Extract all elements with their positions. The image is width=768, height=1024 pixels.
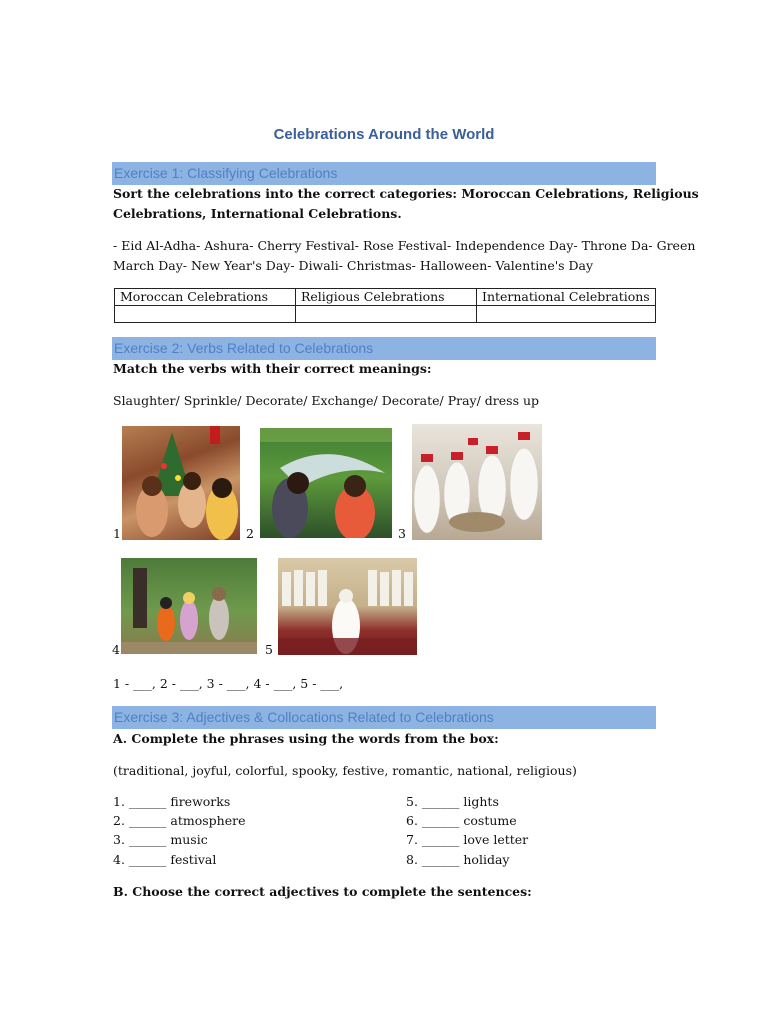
photo-label-5: 5 (265, 642, 273, 657)
column-international: International Celebrations (477, 289, 656, 306)
celebration-list-line-2: March Day- New Year's Day- Diwali- Christmas- Halloween- Valentine's Day (113, 258, 594, 273)
column-moroccan: Moroccan Celebrations (115, 289, 296, 306)
answer-cell-religious[interactable] (296, 306, 477, 323)
phrase-item-3[interactable]: 3. ______ music (113, 832, 208, 847)
exercise-1-header: Exercise 1: Classifying Celebrations (112, 162, 656, 185)
photo-water-splash (260, 428, 392, 538)
photo-label-2: 2 (246, 526, 254, 541)
answer-cell-moroccan[interactable] (115, 306, 296, 323)
page-title: Celebrations Around the World (273, 126, 495, 143)
table-header-row (115, 289, 656, 306)
photo-label-3: 3 (398, 526, 406, 541)
photo-halloween-costumes (121, 558, 257, 654)
phrase-item-6[interactable]: 6. ______ costume (406, 813, 517, 828)
exercise-1-instruction-line-1: Sort the celebrations into the correct categories: Moroccan Celebrations, Religious (113, 186, 699, 201)
verb-list: Slaughter/ Sprinkle/ Decorate/ Exchange/ Decorate/ Pray/ dress up (113, 393, 540, 408)
categories-table (114, 288, 656, 323)
phrase-item-2[interactable]: 2. ______ atmosphere (113, 813, 246, 828)
exercise-3-part-b: B. Choose the correct adjectives to complete the sentences: (113, 884, 532, 899)
exercise-3-header: Exercise 3: Adjectives & Collocations Related to Celebrations (112, 706, 656, 729)
word-box: (traditional, joyful, colorful, spooky, festive, romantic, national, religious) (113, 763, 577, 778)
phrase-item-8[interactable]: 8. ______ holiday (406, 852, 510, 867)
photo-family-christmas (122, 426, 240, 540)
table-row (115, 306, 656, 323)
phrase-item-7[interactable]: 7. ______ love letter (406, 832, 529, 847)
column-religious: Religious Celebrations (296, 289, 477, 306)
photo-label-1: 1 (113, 526, 121, 541)
photo-prayer (278, 558, 417, 655)
exercise-2-header: Exercise 2: Verbs Related to Celebrations (112, 337, 656, 360)
photo-sacrifice-ritual (412, 424, 542, 540)
photo-label-4: 4 (112, 642, 120, 657)
celebration-list-line-1: - Eid Al-Adha- Ashura- Cherry Festival- Rose Festival- Independence Day- Throne Da- Green (113, 238, 696, 253)
phrase-item-5[interactable]: 5. ______ lights (406, 794, 499, 809)
answer-cell-international[interactable] (477, 306, 656, 323)
exercise-2-instruction: Match the verbs with their correct meanings: (113, 361, 432, 376)
exercise-1-instruction-line-2: Celebrations, International Celebrations. (113, 206, 402, 221)
phrase-item-1[interactable]: 1. ______ fireworks (113, 794, 231, 809)
phrase-item-4[interactable]: 4. ______ festival (113, 852, 217, 867)
exercise-3-part-a: A. Complete the phrases using the words from the box: (113, 731, 499, 746)
matching-answer-line[interactable]: 1 - ___, 2 - ___, 3 - ___, 4 - ___, 5 - ___, (113, 676, 344, 691)
